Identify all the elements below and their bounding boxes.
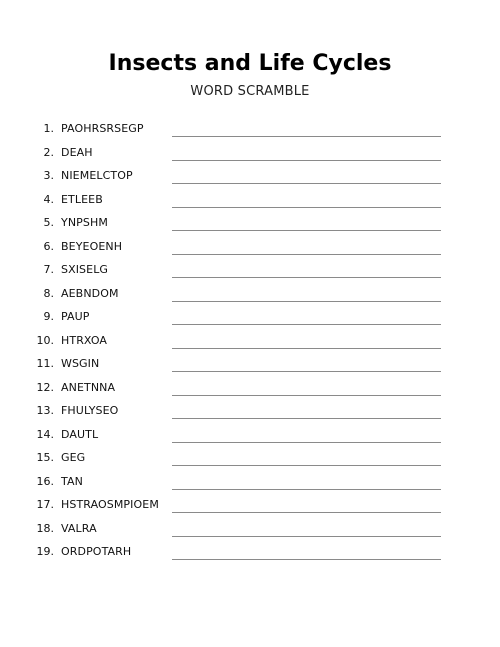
list-item [0,284,500,308]
item-number: 1. [43,122,54,135]
scrambled-word: WSGIN [61,357,100,370]
list-item [0,260,500,284]
item-number: 7. [43,263,54,276]
answer-line [172,183,441,184]
scrambled-word: DAUTL [61,427,99,441]
item-number: 8. [43,286,54,300]
scramble-list [0,119,500,566]
scrambled-word: NIEMELCTOP [61,169,133,182]
scrambled-word: AEBNDOM [61,286,119,300]
answer-line [172,277,441,278]
item-number: 3. [43,169,54,182]
answer-line [172,489,441,490]
answer-line [172,536,441,537]
answer-line [172,324,441,325]
scrambled-word: HTRXOA [61,333,108,347]
list-item [0,331,500,355]
scrambled-word: ETLEEB [61,192,103,206]
scrambled-word: VALRA [61,521,97,535]
scrambled-word: PAOHRSRSEGP [61,122,144,135]
list-item [0,213,500,237]
scrambled-word: SXISELG [61,263,109,276]
answer-line [172,136,441,137]
list-item [0,401,500,425]
answer-line [172,442,441,443]
item-number: 5. [43,216,54,229]
answer-line [172,418,441,419]
item-number: 19. [36,545,54,558]
answer-line [172,160,441,161]
item-number: 9. [43,310,54,323]
answer-line [172,559,441,560]
list-item [0,542,500,566]
list-item [0,472,500,496]
scrambled-word: HSTRAOSMPIOEM [61,498,159,511]
scrambled-word: YNPSHM [61,216,108,229]
item-number: 18. [36,521,54,535]
answer-line [172,348,441,349]
list-item [0,143,500,167]
item-number: 11. [36,357,54,370]
scrambled-word: ORDPOTARH [61,545,132,558]
scrambled-word: ANETNNA [61,380,116,394]
list-item [0,519,500,543]
list-item [0,448,500,472]
item-number: 14. [36,427,54,441]
answer-line [172,230,441,231]
scrambled-word: PAUP [61,310,90,323]
answer-line [172,371,441,372]
scrambled-word: FHULYSEO [61,404,119,417]
item-number: 10. [36,333,54,347]
item-number: 12. [36,380,54,394]
item-number: 16. [36,474,54,488]
scrambled-word: BEYEOENH [61,239,123,253]
scrambled-word: TAN [61,474,83,488]
list-item [0,166,500,190]
item-number: 15. [36,451,54,464]
list-item [0,354,500,378]
answer-line [172,254,441,255]
worksheet-subtitle: WORD SCRAMBLE [190,84,310,99]
list-item [0,425,500,449]
list-item [0,190,500,214]
list-item [0,237,500,261]
item-number: 6. [43,239,54,253]
answer-line [172,207,441,208]
worksheet-title: Insects and Life Cycles [108,51,392,76]
list-item [0,378,500,402]
list-item [0,495,500,519]
list-item [0,119,500,143]
answer-line [172,512,441,513]
scrambled-word: GEG [61,451,86,464]
item-number: 17. [36,498,54,511]
answer-line [172,465,441,466]
item-number: 13. [36,404,54,417]
item-number: 4. [43,192,54,206]
scrambled-word: DEAH [61,145,93,159]
answer-line [172,301,441,302]
item-number: 2. [43,145,54,159]
answer-line [172,395,441,396]
list-item [0,307,500,331]
